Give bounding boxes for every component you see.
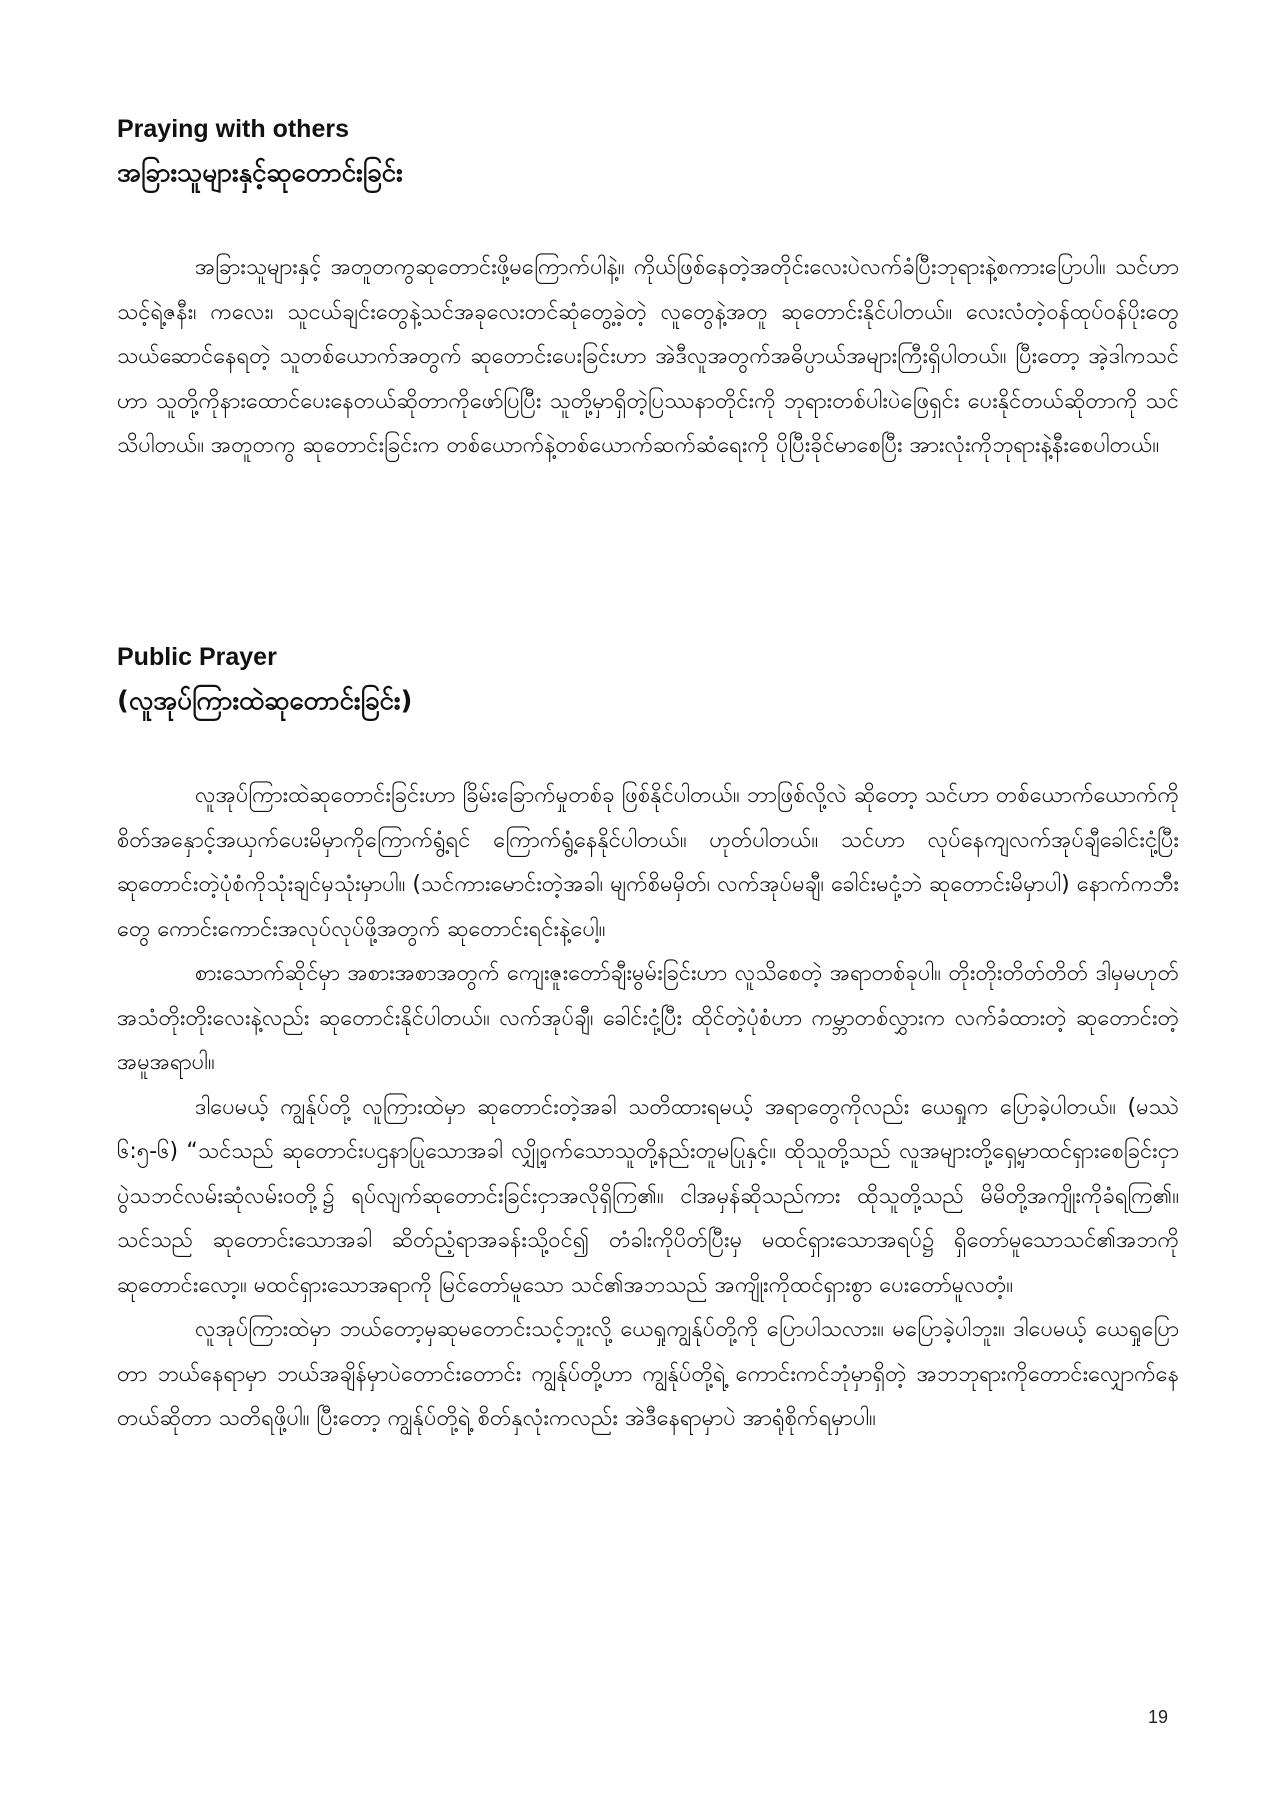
paragraph: လူအုပ်ကြားထဲဆုတောင်းခြင်းဟာ ခြိမ်းခြောက်မှုတစ်ခု ဖြစ်နိုင်ပါတယ်။ ဘာဖြစ်လို့လဲ ဆိုတော့ သင်ဟာ တစ်ယောက်ယောက်ကို စိတ်အနှောင့်အယှက်ပေးမိမှာကိုကြောက်ရွံ့ရင် ကြောက်ရွံ့နေနိုင်ပါတယ်။ ဟုတ်ပါတယ်။ သင်ဟာ လုပ်နေကျလက်အုပ်ချီခေါင်းငုံ့ပြီး ဆုတောင်းတဲ့ပုံစံကိုသုံးချင်မှသုံးမှာပါ။ (သင်ကားမောင်းတဲ့အခါ၊ မျက်စိမမှိတ်၊ လက်အုပ်မချီ၊ ခေါင်းမငုံ့ဘဲ ဆုတောင်းမိမှာပါ) နောက်ကဘီးတွေ ကောင်းကောင်းအလုပ်လုပ်ဖို့အတွက် ဆုတောင်းရင်းနဲ့ပေါ့။	[117, 783, 1179, 942]
section-public-prayer	[117, 640, 1179, 1442]
section-heading-english: Public Prayer	[117, 643, 277, 671]
section-heading-english: Praying with others	[117, 115, 349, 143]
page-number: 19	[1148, 1707, 1169, 1727]
paragraph: အခြားသူများနှင့် အတူတကွဆုတောင်းဖို့မကြောက်ပါနဲ့။ ကိုယ်ဖြစ်နေတဲ့အတိုင်းလေးပဲလက်ခံပြီးဘုရားနဲ့စကားပြောပါ။ သင်ဟာသင့်ရဲ့ဇနီး၊ ကလေး၊ သူငယ်ချင်းတွေနဲ့သင်အခုလေးတင်ဆုံတွေ့ခဲ့တဲ့ လူတွေနဲ့အတူ ဆုတောင်းနိုင်ပါတယ်။ လေးလံတဲ့ဝန်ထုပ်ဝန်ပိုးတွေ သယ်ဆောင်နေရတဲ့ သူတစ်ယောက်အတွက် ဆုတောင်းပေးခြင်းဟာ အဲဒီလူအတွက်အဓိပ္ပာယ်အများကြီးရှိပါတယ်။ ပြီးတော့ အဲ့ဒါကသင်ဟာ သူတို့ကိုနားထောင်ပေးနေတယ်ဆိုတာကိုဖော်ပြပြီး သူတို့မှာရှိတဲ့ပြဿနာတိုင်းကို ဘုရားတစ်ပါးပဲဖြေရှင်း ပေးနိုင်တယ်ဆိုတာကို သင်သိပါတယ်။ အတူတကွ ဆုတောင်းခြင်းက တစ်ယောက်နဲ့တစ်ယောက်ဆက်ဆံရေးကို ပိုပြီးခိုင်မာစေပြီး အားလုံးကိုဘုရားနဲ့နီးစေပါတယ်။	[117, 255, 1179, 458]
section-praying-with-others	[117, 112, 1179, 469]
section-heading-myanmar: (လူအုပ်ကြားထဲဆုတောင်းခြင်း)	[117, 686, 413, 716]
paragraph: လူအုပ်ကြားထဲမှာ ဘယ်တော့မှဆုမတောင်းသင့်ဘူးလို့ ယေရှုကျွန်ုပ်တို့ကို ပြောပါသလား။ မပြောခဲ့ပါဘူး။ ဒါပေမယ့် ယေရှုပြောတာ ဘယ်နေရာမှာ ဘယ်အချိန်မှာပဲတောင်းတောင်း ကျွန်ုပ်တို့ဟာ ကျွန်ုပ်တို့ရဲ့ ကောင်းကင်ဘုံမှာရှိတဲ့ အဘဘုရားကိုတောင်းလျှောက်နေတယ်ဆိုတာ သတိရဖို့ပါ။ ပြီးတော့ ကျွန်ုပ်တို့ရဲ့ စိတ်နှလုံးကလည်း အဲဒီနေရာမှာပဲ အာရုံစိုက်ရမှာပါ။	[117, 1317, 1179, 1431]
paragraph: ဒါပေမယ့် ကျွန်ုပ်တို့ လူကြားထဲမှာ ဆုတောင်းတဲ့အခါ သတိထားရမယ့် အရာတွေကိုလည်း ယေရှုက ပြောခဲ့ပါတယ်။ (မဿဲ ၆:၅-၆) “သင်သည် ဆုတောင်းပဌနာပြုသောအခါ လျှို့ဝှက်သောသူတို့နည်းတူမပြုနှင့်။ ထိုသူတို့သည် လူအများတို့ရှေ့မှာထင်ရှားစေခြင်းငှာ ပွဲသဘင်လမ်းဆုံလမ်းဝတို့၌ ရပ်လျက်ဆုတောင်းခြင်းငှာအလိုရှိကြ၏။ ငါအမှန်ဆိုသည်ကား ထိုသူတို့သည် မိမိတို့အကျိုးကိုခံရကြ၏။ သင်သည် ဆုတောင်းသောအခါ ဆိတ်ညံ့ရာအခန်းသို့ဝင်၍ တံခါးကိုပိတ်ပြီးမှ မထင်ရှားသောအရပ်၌ ရှိတော်မူသောသင်၏အဘကို ဆုတောင်းလော့။ မထင်ရှားသောအရာကို မြင်တော်မူသော သင်၏အဘသည် အကျိုးကိုထင်ရှားစွာ ပေးတော်မူလတံ့။	[117, 1094, 1179, 1298]
section-heading-myanmar: အခြားသူများနှင့်ဆုတောင်းခြင်း	[117, 158, 403, 188]
paragraph: စားသောက်ဆိုင်မှာ အစားအစာအတွက် ကျေးဇူးတော်ချီးမွမ်းခြင်းဟာ လူသိစေတဲ့ အရာတစ်ခုပါ။ တိုးတိုးတိတ်တိတ် ဒါမှမဟုတ် အသံတိုးတိုးလေးနဲ့လည်း ဆုတောင်းနိုင်ပါတယ်။ လက်အုပ်ချီ၊ ခေါင်းငုံ့ပြီး ထိုင်တဲ့ပုံစံဟာ ကမ္ဘာတစ်လွှားက လက်ခံထားတဲ့ ဆုတောင်းတဲ့အမူအရာပါ။	[117, 961, 1179, 1075]
